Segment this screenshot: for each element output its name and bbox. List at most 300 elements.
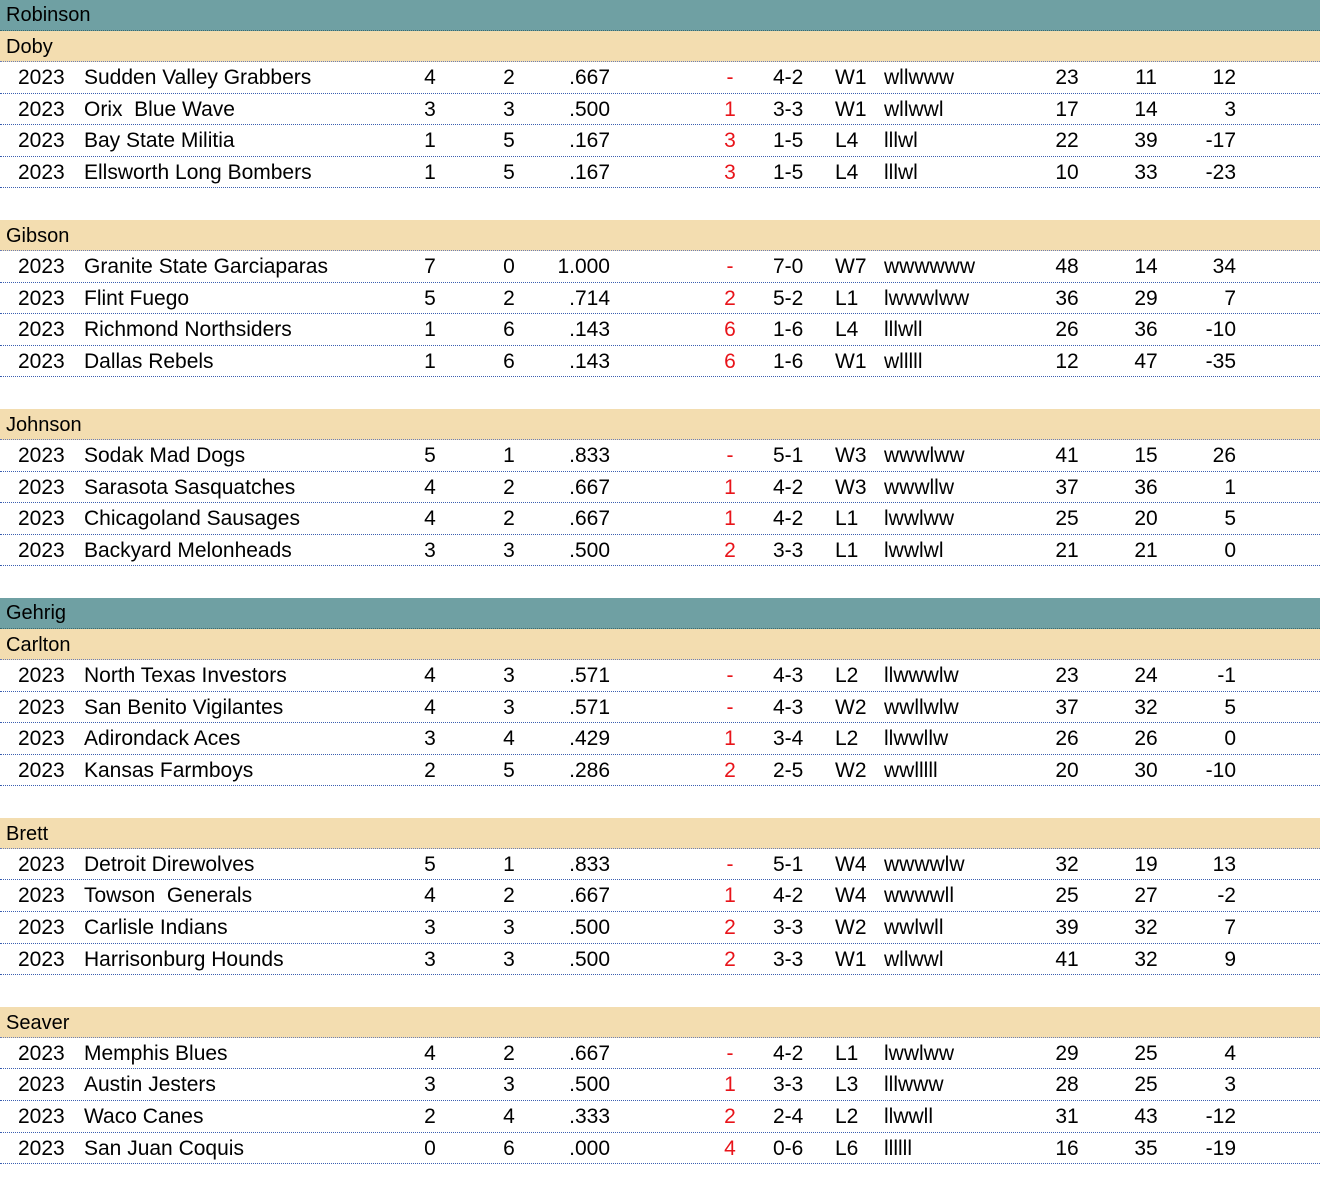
team-row [0, 535, 1320, 567]
record-cell: 2-5 [773, 758, 804, 782]
games-behind-cell: - [726, 66, 734, 89]
runs-scored-cell: 20 [1055, 758, 1079, 782]
recent-results-cell: wwwlww [884, 443, 965, 467]
games-behind-cell: 6 [724, 318, 736, 342]
runs-scored-cell: 26 [1055, 318, 1079, 342]
recent-results-cell: wwwwll [884, 884, 954, 908]
streak-cell: L1 [835, 1041, 859, 1065]
games-behind-cell: 1 [724, 1073, 736, 1097]
streak-cell: W7 [835, 254, 867, 278]
team-row [0, 944, 1320, 976]
games-behind-cell: 3 [724, 129, 736, 153]
wins-cell: 4 [424, 475, 436, 499]
losses-cell: 2 [503, 884, 515, 908]
wins-cell: 4 [424, 695, 436, 719]
team-name-cell: Harrisonburg Hounds [84, 947, 284, 971]
wins-cell: 1 [424, 318, 436, 342]
team-row [0, 1133, 1320, 1165]
streak-cell: W4 [835, 884, 867, 908]
losses-cell: 4 [503, 727, 515, 751]
losses-cell: 6 [503, 349, 515, 373]
recent-results-cell: llwwwlw [884, 663, 959, 687]
win-pct-cell: .143 [569, 318, 610, 342]
record-cell: 5-1 [773, 852, 804, 876]
games-behind-cell: 1 [724, 97, 736, 121]
win-pct-cell: .429 [569, 727, 610, 751]
team-name-cell: Carlisle Indians [84, 916, 228, 940]
recent-results-cell: llwwllw [884, 727, 949, 751]
season-year-cell: 2023 [18, 663, 65, 687]
run-differential-cell: -17 [1205, 129, 1236, 153]
record-cell: 3-3 [773, 1073, 804, 1097]
recent-results-cell: lwwlwl [884, 538, 944, 562]
recent-results-cell: lwwwlww [884, 286, 970, 310]
win-pct-cell: .500 [569, 1073, 610, 1097]
team-row [0, 723, 1320, 755]
team-row [0, 692, 1320, 724]
season-year-cell: 2023 [18, 97, 65, 121]
record-cell: 5-1 [773, 443, 804, 467]
games-behind-cell: - [726, 663, 734, 687]
team-row [0, 1101, 1320, 1133]
runs-scored-cell: 48 [1055, 254, 1079, 278]
streak-cell: L3 [835, 1073, 859, 1097]
win-pct-cell: .667 [569, 884, 610, 908]
record-cell: 7-0 [773, 254, 804, 278]
runs-scored-cell: 39 [1055, 916, 1079, 940]
win-pct-cell: .714 [569, 286, 610, 310]
run-differential-cell: -35 [1205, 349, 1236, 373]
recent-results-cell: wllwwl [884, 947, 944, 971]
team-row [0, 346, 1320, 378]
games-behind-cell: 2 [724, 758, 736, 782]
wins-cell: 3 [424, 916, 436, 940]
losses-cell: 1 [503, 852, 515, 876]
games-behind-cell: - [726, 254, 734, 278]
team-row [0, 503, 1320, 535]
recent-results-cell: lllwl [884, 129, 918, 153]
team-name-cell: Memphis Blues [84, 1041, 228, 1065]
losses-cell: 0 [503, 254, 515, 278]
season-year-cell: 2023 [18, 349, 65, 373]
wins-cell: 4 [424, 507, 436, 531]
win-pct-cell: .143 [569, 349, 610, 373]
win-pct-cell: .667 [569, 1041, 610, 1065]
season-year-cell: 2023 [18, 916, 65, 940]
streak-cell: L1 [835, 538, 859, 562]
streak-cell: L2 [835, 1105, 859, 1129]
runs-allowed-cell: 43 [1134, 1105, 1158, 1129]
team-row [0, 660, 1320, 692]
record-cell: 3-3 [773, 97, 804, 121]
wins-cell: 5 [424, 852, 436, 876]
division-spacer [0, 566, 1320, 598]
team-row [0, 849, 1320, 881]
run-differential-cell: -10 [1205, 318, 1236, 342]
run-differential-cell: 3 [1224, 1073, 1236, 1097]
recent-results-cell: wwwllw [884, 475, 954, 499]
win-pct-cell: .167 [569, 129, 610, 153]
season-year-cell: 2023 [18, 286, 65, 310]
games-behind-cell: 1 [724, 884, 736, 908]
wins-cell: 3 [424, 1073, 436, 1097]
team-row [0, 94, 1320, 126]
division-spacer [0, 1164, 1320, 1196]
team-name-cell: Richmond Northsiders [84, 318, 292, 342]
run-differential-cell: 13 [1212, 852, 1236, 876]
wins-cell: 4 [424, 663, 436, 687]
win-pct-cell: .286 [569, 758, 610, 782]
runs-allowed-cell: 25 [1134, 1073, 1158, 1097]
season-year-cell: 2023 [18, 443, 65, 467]
games-behind-cell: - [726, 852, 734, 876]
win-pct-cell: .500 [569, 538, 610, 562]
season-year-cell: 2023 [18, 254, 65, 278]
losses-cell: 6 [503, 1136, 515, 1160]
record-cell: 3-3 [773, 916, 804, 940]
team-name-cell: North Texas Investors [84, 663, 287, 687]
runs-scored-cell: 32 [1055, 852, 1079, 876]
streak-cell: L2 [835, 727, 859, 751]
win-pct-cell: .000 [569, 1136, 610, 1160]
runs-scored-cell: 36 [1055, 286, 1079, 310]
streak-cell: W1 [835, 947, 867, 971]
runs-scored-cell: 28 [1055, 1073, 1079, 1097]
record-cell: 2-4 [773, 1105, 804, 1129]
season-year-cell: 2023 [18, 66, 65, 89]
run-differential-cell: -1 [1217, 663, 1236, 687]
wins-cell: 1 [424, 160, 436, 184]
streak-cell: W3 [835, 443, 867, 467]
season-year-cell: 2023 [18, 695, 65, 719]
win-pct-cell: .571 [569, 695, 610, 719]
streak-cell: L1 [835, 286, 859, 310]
recent-results-cell: lwwlww [884, 1041, 954, 1065]
runs-scored-cell: 41 [1055, 947, 1079, 971]
streak-cell: W2 [835, 695, 867, 719]
runs-allowed-cell: 27 [1134, 884, 1158, 908]
streak-cell: W1 [835, 97, 867, 121]
runs-allowed-cell: 32 [1134, 947, 1158, 971]
wins-cell: 1 [424, 349, 436, 373]
runs-scored-cell: 23 [1055, 663, 1079, 687]
season-year-cell: 2023 [18, 160, 65, 184]
runs-allowed-cell: 25 [1134, 1041, 1158, 1065]
team-name-cell: Adirondack Aces [84, 727, 241, 751]
record-cell: 4-2 [773, 507, 804, 531]
record-cell: 4-2 [773, 475, 804, 499]
runs-scored-cell: 23 [1055, 66, 1079, 89]
runs-scored-cell: 17 [1055, 97, 1079, 121]
recent-results-cell: wwllwlw [884, 695, 959, 719]
runs-allowed-cell: 14 [1134, 97, 1158, 121]
team-name-cell: Sudden Valley Grabbers [84, 66, 312, 89]
team-row [0, 440, 1320, 472]
streak-cell: W1 [835, 349, 867, 373]
run-differential-cell: 0 [1224, 727, 1236, 751]
losses-cell: 2 [503, 66, 515, 89]
team-row [0, 1038, 1320, 1070]
team-name-cell: Backyard Melonheads [84, 538, 292, 562]
runs-scored-cell: 37 [1055, 475, 1079, 499]
recent-results-cell: llwwll [884, 1105, 933, 1129]
season-year-cell: 2023 [18, 758, 65, 782]
recent-results-cell: llllll [884, 1136, 912, 1160]
record-cell: 3-3 [773, 947, 804, 971]
team-name-cell: Dallas Rebels [84, 349, 214, 373]
team-name-cell: Kansas Farmboys [84, 758, 254, 782]
win-pct-cell: 1.000 [557, 254, 610, 278]
division-spacer [0, 377, 1320, 409]
division-header: Brett [0, 818, 1320, 849]
runs-allowed-cell: 30 [1134, 758, 1158, 782]
streak-cell: L4 [835, 129, 859, 153]
losses-cell: 6 [503, 318, 515, 342]
team-name-cell: Chicagoland Sausages [84, 507, 300, 531]
runs-allowed-cell: 19 [1134, 852, 1158, 876]
recent-results-cell: wllwww [884, 66, 954, 89]
runs-scored-cell: 12 [1055, 349, 1079, 373]
streak-cell: L4 [835, 160, 859, 184]
team-name-cell: San Benito Vigilantes [84, 695, 284, 719]
win-pct-cell: .500 [569, 947, 610, 971]
runs-scored-cell: 21 [1055, 538, 1079, 562]
games-behind-cell: 1 [724, 475, 736, 499]
season-year-cell: 2023 [18, 1073, 65, 1097]
runs-scored-cell: 29 [1055, 1041, 1079, 1065]
run-differential-cell: 0 [1224, 538, 1236, 562]
losses-cell: 2 [503, 475, 515, 499]
run-differential-cell: 7 [1224, 916, 1236, 940]
streak-cell: L1 [835, 507, 859, 531]
division-header: Carlton [0, 629, 1320, 660]
season-year-cell: 2023 [18, 1041, 65, 1065]
games-behind-cell: 2 [724, 286, 736, 310]
runs-allowed-cell: 21 [1134, 538, 1158, 562]
runs-scored-cell: 41 [1055, 443, 1079, 467]
streak-cell: W1 [835, 66, 867, 89]
record-cell: 4-2 [773, 884, 804, 908]
season-year-cell: 2023 [18, 475, 65, 499]
runs-allowed-cell: 36 [1134, 475, 1158, 499]
runs-scored-cell: 37 [1055, 695, 1079, 719]
season-year-cell: 2023 [18, 884, 65, 908]
win-pct-cell: .500 [569, 97, 610, 121]
record-cell: 4-2 [773, 66, 804, 89]
losses-cell: 2 [503, 507, 515, 531]
runs-scored-cell: 25 [1055, 884, 1079, 908]
games-behind-cell: 3 [724, 160, 736, 184]
games-behind-cell: 1 [724, 507, 736, 531]
team-row [0, 472, 1320, 504]
wins-cell: 3 [424, 97, 436, 121]
runs-allowed-cell: 24 [1134, 663, 1158, 687]
wins-cell: 3 [424, 727, 436, 751]
record-cell: 3-4 [773, 727, 804, 751]
wins-cell: 5 [424, 286, 436, 310]
streak-cell: L6 [835, 1136, 859, 1160]
runs-scored-cell: 25 [1055, 507, 1079, 531]
run-differential-cell: -12 [1205, 1105, 1236, 1129]
runs-allowed-cell: 32 [1134, 695, 1158, 719]
losses-cell: 3 [503, 695, 515, 719]
losses-cell: 3 [503, 947, 515, 971]
runs-allowed-cell: 32 [1134, 916, 1158, 940]
team-name-cell: Sodak Mad Dogs [84, 443, 246, 467]
games-behind-cell: 2 [724, 1105, 736, 1129]
season-year-cell: 2023 [18, 1105, 65, 1129]
games-behind-cell: 2 [724, 916, 736, 940]
recent-results-cell: wwwwww [884, 254, 975, 278]
division-header: Johnson [0, 409, 1320, 440]
win-pct-cell: .333 [569, 1105, 610, 1129]
team-row [0, 880, 1320, 912]
recent-results-cell: wwwwlw [884, 852, 965, 876]
run-differential-cell: 26 [1212, 443, 1236, 467]
win-pct-cell: .667 [569, 66, 610, 89]
team-row [0, 912, 1320, 944]
runs-allowed-cell: 11 [1135, 66, 1157, 89]
losses-cell: 5 [503, 129, 515, 153]
games-behind-cell: 2 [724, 538, 736, 562]
runs-allowed-cell: 26 [1134, 727, 1158, 751]
team-row [0, 157, 1320, 189]
record-cell: 1-6 [773, 318, 804, 342]
streak-cell: W2 [835, 916, 867, 940]
games-behind-cell: - [726, 1041, 734, 1065]
team-name-cell: Ellsworth Long Bombers [84, 160, 312, 184]
run-differential-cell: 5 [1224, 695, 1236, 719]
runs-allowed-cell: 29 [1134, 286, 1158, 310]
games-behind-cell: 1 [724, 727, 736, 751]
run-differential-cell: 3 [1224, 97, 1236, 121]
run-differential-cell: 34 [1212, 254, 1236, 278]
season-year-cell: 2023 [18, 538, 65, 562]
runs-allowed-cell: 15 [1134, 443, 1158, 467]
season-year-cell: 2023 [18, 947, 65, 971]
games-behind-cell: 6 [724, 349, 736, 373]
team-row [0, 283, 1320, 315]
division-header: Seaver [0, 1007, 1320, 1038]
wins-cell: 4 [424, 66, 436, 89]
streak-cell: W2 [835, 758, 867, 782]
team-row [0, 755, 1320, 787]
run-differential-cell: 1 [1224, 475, 1236, 499]
team-name-cell: Orix Blue Wave [84, 97, 235, 121]
recent-results-cell: wlllll [884, 349, 923, 373]
runs-allowed-cell: 33 [1134, 160, 1158, 184]
wins-cell: 2 [424, 758, 436, 782]
losses-cell: 3 [503, 663, 515, 687]
losses-cell: 2 [503, 1041, 515, 1065]
run-differential-cell: -10 [1205, 758, 1236, 782]
streak-cell: W3 [835, 475, 867, 499]
win-pct-cell: .833 [569, 852, 610, 876]
record-cell: 3-3 [773, 538, 804, 562]
run-differential-cell: -19 [1205, 1136, 1236, 1160]
losses-cell: 5 [503, 758, 515, 782]
team-name-cell: San Juan Coquis [84, 1136, 244, 1160]
record-cell: 1-6 [773, 349, 804, 373]
wins-cell: 3 [424, 538, 436, 562]
record-cell: 1-5 [773, 160, 804, 184]
league-header: Robinson [0, 0, 1320, 31]
team-name-cell: Sarasota Sasquatches [84, 475, 296, 499]
season-year-cell: 2023 [18, 727, 65, 751]
runs-scored-cell: 10 [1055, 160, 1079, 184]
run-differential-cell: -23 [1205, 160, 1236, 184]
losses-cell: 3 [503, 916, 515, 940]
season-year-cell: 2023 [18, 852, 65, 876]
team-name-cell: Detroit Direwolves [84, 852, 255, 876]
wins-cell: 0 [424, 1136, 436, 1160]
division-spacer [0, 786, 1320, 818]
division-header: Gibson [0, 220, 1320, 251]
losses-cell: 4 [503, 1105, 515, 1129]
team-name-cell: Bay State Militia [84, 129, 235, 153]
record-cell: 4-2 [773, 1041, 804, 1065]
runs-allowed-cell: 20 [1134, 507, 1158, 531]
games-behind-cell: 2 [724, 947, 736, 971]
run-differential-cell: 9 [1224, 947, 1236, 971]
runs-scored-cell: 22 [1055, 129, 1079, 153]
win-pct-cell: .571 [569, 663, 610, 687]
wins-cell: 4 [424, 1041, 436, 1065]
wins-cell: 7 [424, 254, 436, 278]
streak-cell: W4 [835, 852, 867, 876]
win-pct-cell: .833 [569, 443, 610, 467]
win-pct-cell: .167 [569, 160, 610, 184]
win-pct-cell: .667 [569, 507, 610, 531]
games-behind-cell: - [726, 695, 734, 719]
games-behind-cell: - [726, 443, 734, 467]
team-name-cell: Granite State Garciaparas [84, 254, 328, 278]
division-spacer [0, 188, 1320, 220]
losses-cell: 3 [503, 97, 515, 121]
win-pct-cell: .500 [569, 916, 610, 940]
runs-allowed-cell: 47 [1134, 349, 1158, 373]
team-name-cell: Towson Generals [84, 884, 253, 908]
team-name-cell: Waco Canes [84, 1105, 204, 1129]
team-row [0, 251, 1320, 283]
losses-cell: 1 [503, 443, 515, 467]
runs-scored-cell: 16 [1055, 1136, 1079, 1160]
season-year-cell: 2023 [18, 129, 65, 153]
win-pct-cell: .667 [569, 475, 610, 499]
run-differential-cell: 4 [1224, 1041, 1236, 1065]
record-cell: 5-2 [773, 286, 804, 310]
losses-cell: 3 [503, 1073, 515, 1097]
recent-results-cell: lwwlww [884, 507, 954, 531]
runs-allowed-cell: 14 [1134, 254, 1158, 278]
record-cell: 1-5 [773, 129, 804, 153]
runs-scored-cell: 26 [1055, 727, 1079, 751]
team-name-cell: Flint Fuego [84, 286, 190, 310]
wins-cell: 2 [424, 1105, 436, 1129]
losses-cell: 5 [503, 160, 515, 184]
record-cell: 4-3 [773, 695, 804, 719]
division-spacer [0, 975, 1320, 1007]
recent-results-cell: lllwll [884, 318, 923, 342]
run-differential-cell: 7 [1224, 286, 1236, 310]
division-header: Doby [0, 31, 1320, 62]
team-name-cell: Austin Jesters [84, 1073, 216, 1097]
streak-cell: L2 [835, 663, 859, 687]
run-differential-cell: 5 [1224, 507, 1236, 531]
runs-allowed-cell: 39 [1134, 129, 1158, 153]
losses-cell: 3 [503, 538, 515, 562]
recent-results-cell: wllwwl [884, 97, 944, 121]
